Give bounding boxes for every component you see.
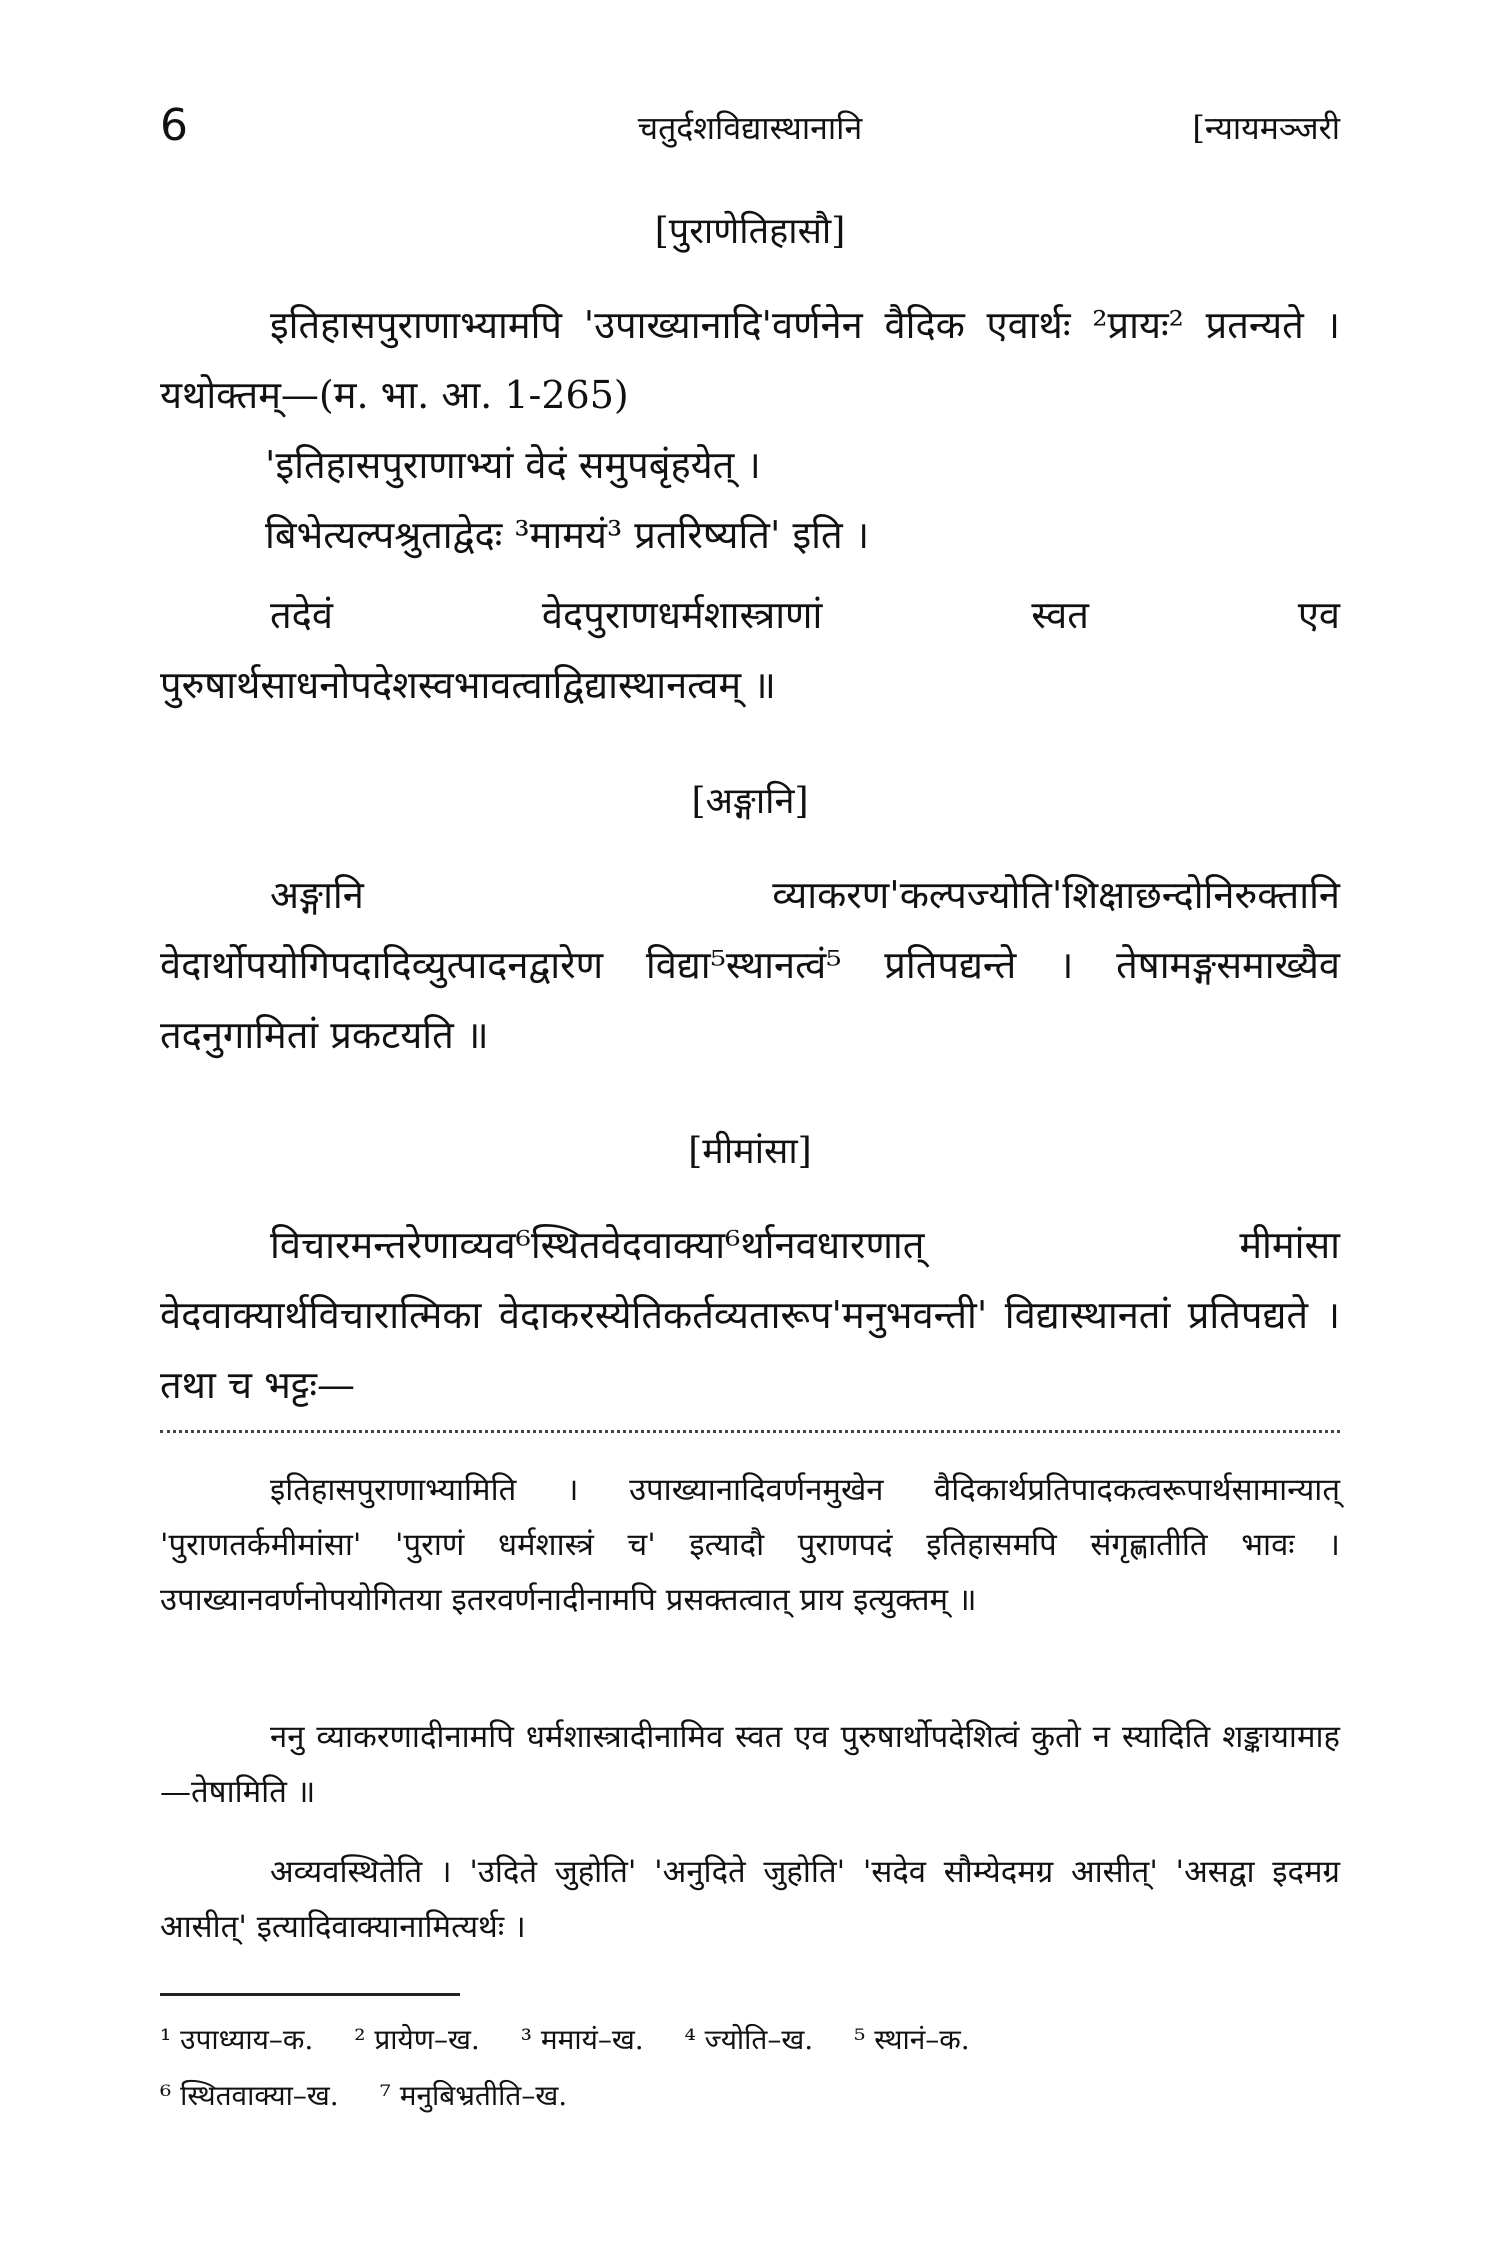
page-number: 6 [160, 100, 188, 151]
footnote: ⁵ स्थानं–क. [854, 2023, 970, 2056]
verse-line: 'इतिहासपुराणाभ्यां वेदं समुपबृंहयेत् । [265, 443, 761, 487]
commentary-paragraph [160, 1463, 1340, 1628]
running-title: चतुर्दशविद्यास्थानानि [637, 109, 863, 147]
commentary-text: ननु व्याकरणादीनामपि धर्मशास्त्रादीनामिव स्वत एव पुरुषार्थोपदेशित्वं कुतो न स्यादिति शङ्कायामाह—तेषामिति ॥ [160, 1719, 1340, 1810]
section-heading-angani: [अङ्गानि] [691, 781, 809, 822]
paragraph-text: इतिहासपुराणाभ्यामपि 'उपाख्यानादि'वर्णनेन वैदिक एवार्थः ²प्रायः² प्रतन्यते । यथोक्तम्—(म. भा. आ. 1-265) [160, 303, 1340, 417]
paragraph [160, 290, 1340, 430]
footnote: ⁴ ज्योति–ख. [684, 2023, 814, 2056]
footnotes [160, 2012, 1340, 2124]
footnote: ⁶ स्थितवाक्या–ख. [160, 2079, 339, 2112]
commentary-paragraph [160, 1710, 1340, 1820]
footnote: ² प्रायेण–ख. [354, 2023, 480, 2056]
paragraph [160, 860, 1340, 1070]
footnote: ¹ उपाध्याय–क. [160, 2023, 314, 2056]
book-title: [न्यायमञ्जरी [1192, 109, 1340, 147]
commentary-text: इतिहासपुराणाभ्यामिति । उपाख्यानादिवर्णनमुखेन वैदिकार्थप्रतिपादकत्वरूपार्थसामान्यात् 'पुराणतर्कमीमांसा' 'पुराणं धर्मशास्त्रं च' इत्यादौ पुराणपदं इतिहासमपि संगृह्णातीति भावः । उपाख्यानवर्णनोपयोगितया इतरवर्णनादीनामपि प्रसक्तत्वात् प्राय इत्युक्तम् ॥ [160, 1472, 1340, 1618]
paragraph [160, 580, 1340, 720]
verse-line: बिभेत्यल्पश्रुताद्वेदः ³मामयं³ प्रतरिष्यति' इति । [265, 513, 870, 557]
section-heading-mimamsa: [मीमांसा] [688, 1131, 812, 1172]
text-commentary-divider [160, 1430, 1340, 1433]
footnote: ³ ममायं–ख. [520, 2023, 644, 2056]
paragraph [160, 1210, 1340, 1420]
running-header [160, 100, 1340, 160]
paragraph-text: तदेवं वेदपुराणधर्मशास्त्राणां स्वत एव पुरुषार्थसाधनोपदेशस्वभावत्वाद्विद्यास्थानत्वम् ॥ [160, 593, 1340, 707]
commentary-paragraph [160, 1845, 1340, 1955]
footnote: ⁷ मनुबिभ्रतीति–ख. [379, 2079, 568, 2112]
section-heading-puranetihasau: [पुराणेतिहासौ] [654, 211, 846, 252]
footnote-rule [160, 1993, 460, 1996]
paragraph-text: अङ्गानि व्याकरण'कल्पज्योति'शिक्षाछन्दोनिरुक्तानि वेदार्थोपयोगिपदादिव्युत्पादनद्वारेण विद्या⁵स्थानत्वं⁵ प्रतिपद्यन्ते । तेषामङ्गसमाख्यैव तदनुगामितां प्रकटयति ॥ [160, 873, 1340, 1057]
commentary-text: अव्यवस्थितेति । 'उदिते जुहोति' 'अनुदिते जुहोति' 'सदेव सौम्येदमग्र आसीत्' 'असद्वा इदमग्र आसीत्' इत्यादिवाक्यानामित्यर्थः । [160, 1854, 1340, 1945]
paragraph-text: विचारमन्तरेणाव्यव⁶स्थितवेदवाक्या⁶र्थानवधारणात् मीमांसा वेदवाक्यार्थविचारात्मिका वेदाकरस्येतिकर्तव्यतारूप'मनुभवन्ती' विद्यास्थानतां प्रतिपद्यते । तथा च भट्टः— [160, 1223, 1340, 1407]
